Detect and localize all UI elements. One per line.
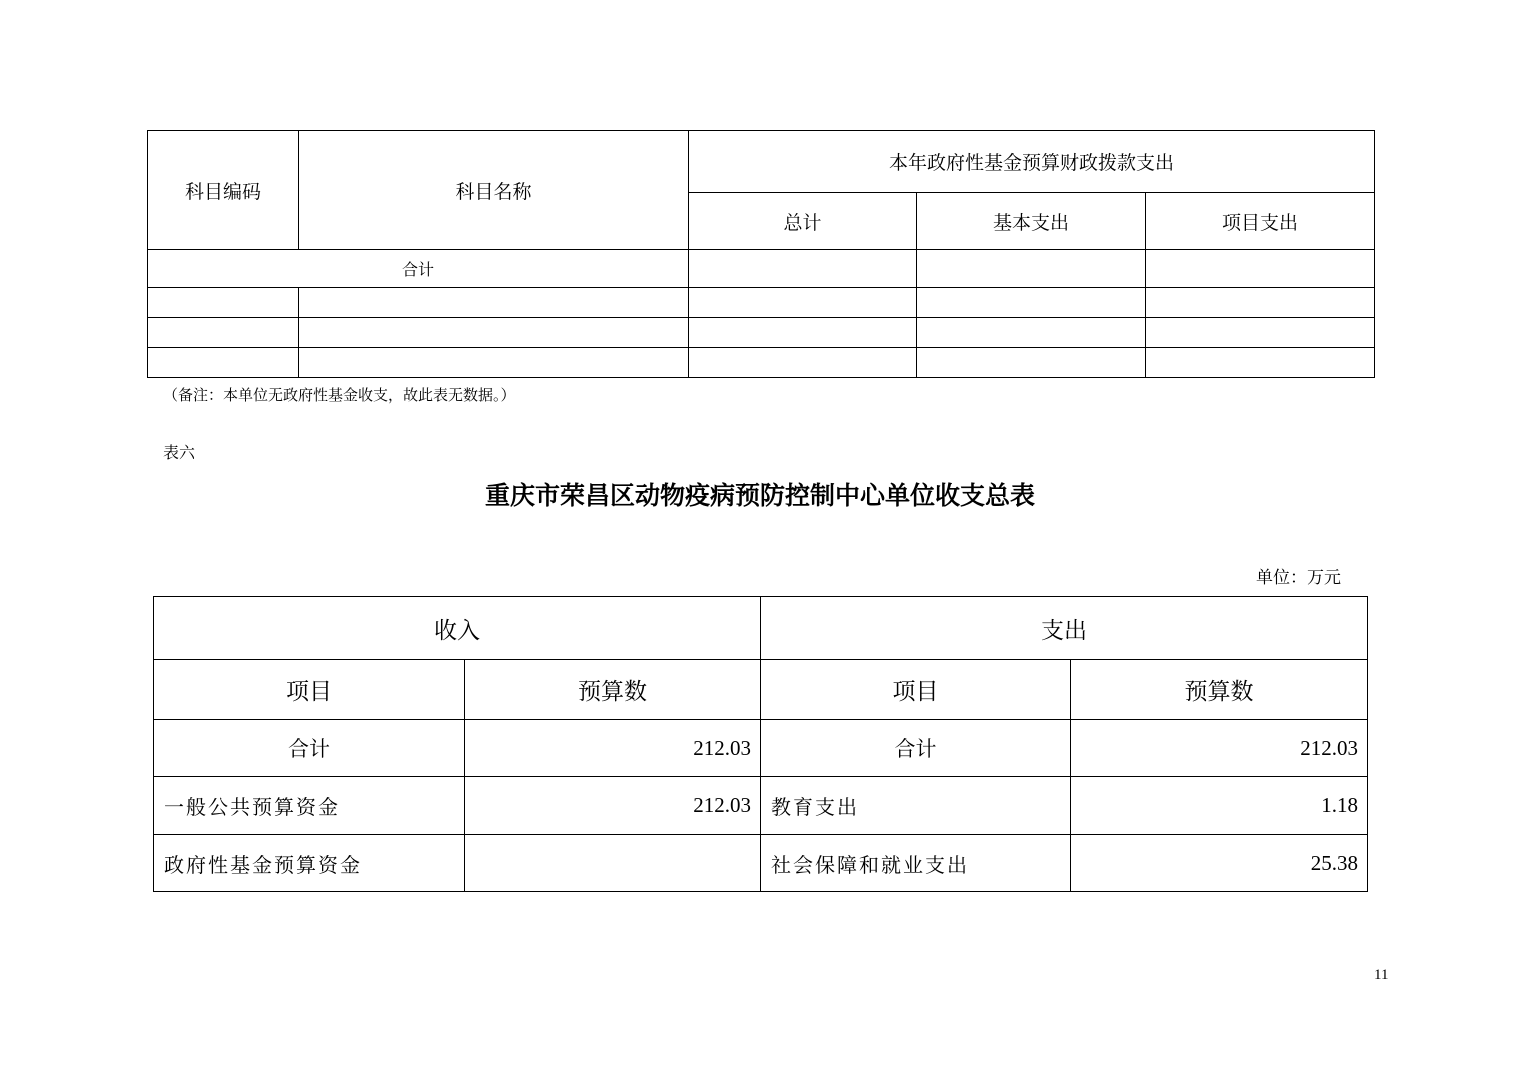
empty-cell bbox=[689, 318, 917, 348]
empty-cell bbox=[299, 288, 689, 318]
header-total: 总计 bbox=[689, 193, 917, 250]
income-value-cell: 212.03 bbox=[465, 777, 761, 835]
empty-cell bbox=[917, 288, 1146, 318]
total-row-label: 合计 bbox=[148, 250, 689, 288]
empty-cell bbox=[1146, 288, 1375, 318]
header-subject-code: 科目编码 bbox=[148, 131, 299, 250]
income-item-cell: 政府性基金预算资金 bbox=[154, 835, 465, 892]
table-row bbox=[154, 835, 1368, 892]
empty-cell bbox=[689, 288, 917, 318]
expense-value-cell: 25.38 bbox=[1071, 835, 1368, 892]
income-item-cell: 一般公共预算资金 bbox=[154, 777, 465, 835]
expense-value-cell: 212.03 bbox=[1071, 720, 1368, 777]
income-item-cell: 合计 bbox=[154, 720, 465, 777]
empty-cell bbox=[1146, 250, 1375, 288]
expense-item-cell: 社会保障和就业支出 bbox=[761, 835, 1071, 892]
page-title: 重庆市荣昌区动物疫病预防控制中心单位收支总表 bbox=[484, 481, 1035, 510]
header-expense-budget: 预算数 bbox=[1071, 660, 1368, 720]
header-income: 收入 bbox=[154, 597, 761, 660]
income-expense-summary-table bbox=[153, 596, 1368, 892]
header-subject-name: 科目名称 bbox=[299, 131, 689, 250]
expense-value-cell: 1.18 bbox=[1071, 777, 1368, 835]
empty-cell bbox=[148, 288, 299, 318]
empty-cell bbox=[917, 348, 1146, 378]
header-fund-expense-group: 本年政府性基金预算财政拨款支出 bbox=[689, 131, 1375, 193]
empty-cell bbox=[148, 348, 299, 378]
empty-cell bbox=[689, 348, 917, 378]
empty-cell bbox=[917, 250, 1146, 288]
government-fund-expense-table bbox=[147, 130, 1375, 378]
empty-cell bbox=[148, 318, 299, 348]
expense-item-cell: 合计 bbox=[761, 720, 1071, 777]
table-note: （备注：本单位无政府性基金收支，故此表无数据。） bbox=[163, 386, 516, 404]
header-income-budget: 预算数 bbox=[465, 660, 761, 720]
empty-cell bbox=[299, 318, 689, 348]
expense-item-cell: 教育支出 bbox=[761, 777, 1071, 835]
unit-label: 单位：万元 bbox=[1256, 568, 1341, 588]
empty-cell bbox=[689, 250, 917, 288]
header-income-item: 项目 bbox=[154, 660, 465, 720]
header-project-expense: 项目支出 bbox=[1146, 193, 1375, 250]
income-value-cell bbox=[465, 835, 761, 892]
header-expense: 支出 bbox=[761, 597, 1368, 660]
empty-cell bbox=[1146, 348, 1375, 378]
table-row bbox=[154, 720, 1368, 777]
page-number: 11 bbox=[1374, 967, 1389, 983]
table-row bbox=[154, 777, 1368, 835]
empty-cell bbox=[917, 318, 1146, 348]
header-basic-expense: 基本支出 bbox=[917, 193, 1146, 250]
empty-cell bbox=[1146, 318, 1375, 348]
table-number: 表六 bbox=[163, 443, 196, 462]
empty-cell bbox=[299, 348, 689, 378]
header-expense-item: 项目 bbox=[761, 660, 1071, 720]
income-value-cell: 212.03 bbox=[465, 720, 761, 777]
